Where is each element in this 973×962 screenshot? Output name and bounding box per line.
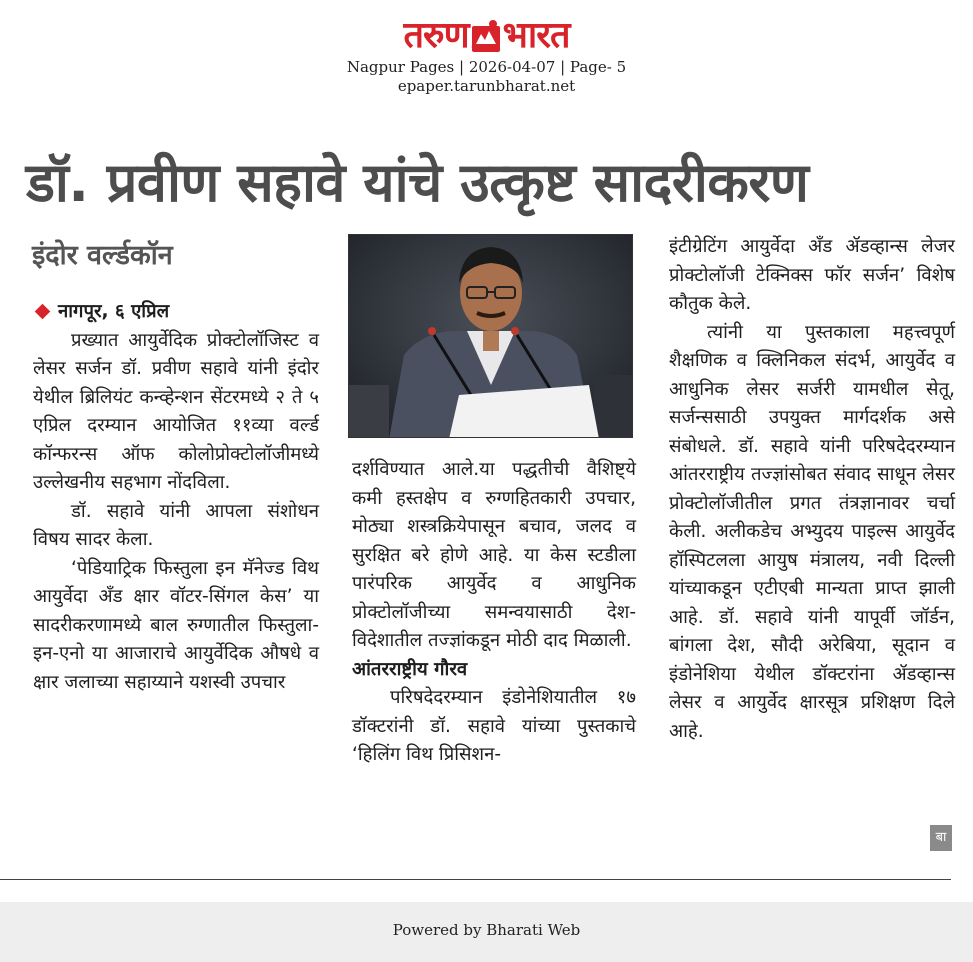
article-column-1 bbox=[33, 298, 319, 697]
paragraph: इंटीग्रेटिंग आयुर्वेदा अँड ॲडव्हान्स लेजर प्रोक्टोलॉजी टेक्निक्स फॉर सर्जन’ विशेष कौतुक केले. bbox=[669, 236, 955, 314]
site-url[interactable]: epaper.tarunbharat.net bbox=[397, 77, 576, 95]
footer-credit[interactable]: Powered by Bharati Web bbox=[392, 921, 581, 939]
diamond-bullet-icon bbox=[35, 303, 51, 319]
dateline bbox=[33, 298, 319, 327]
paragraph: प्रख्यात आयुर्वेदिक प्रोक्टोलॉजिस्ट व लेसर सर्जन डॉ. प्रवीण सहावे यांनी इंदोर येथील ब्रिलियंट कन्व्हेन्शन सेंटरमध्ये २ ते ५ एप्रिल दरम्यान आयोजित ११व्या वर्ल्ड कॉन्फरन्स ऑफ कोलोप्रोक्टोलॉजीमध्ये उल्लेखनीय सहभाग नोंदविला. bbox=[33, 329, 319, 493]
masthead bbox=[0, 14, 973, 96]
end-mark-badge: बा bbox=[930, 825, 952, 851]
paragraph: दर्शविण्यात आले.या पद्धतीची वैशिष्ट्ये कमी हस्तक्षेप व रुग्णहितकारी उपचार, मोठ्या शस्त्रक्रियेपासून बचाव, जलद व सुरक्षित बरे होणे आहे. या केस स्टडीला पारंपरिक आयुर्वेद व आधुनिक प्रोक्टोलॉजीच्या समन्वयासाठी देश-विदेशातील तज्ज्ञांकडून मोठी दाद मिळाली. bbox=[352, 459, 636, 651]
edition-line: Nagpur Pages | 2026-04-07 | Page- 5 bbox=[346, 58, 627, 76]
footer bbox=[0, 902, 973, 962]
shield-emblem-icon bbox=[471, 18, 501, 54]
dateline-text: नागपूर, ६ एप्रिल bbox=[58, 301, 170, 322]
paragraph: परिषदेदरम्यान इंडोनेशियातील १७ डॉक्टरांनी डॉ. सहावे यांच्या पुस्तकाचे ‘हिलिंग विथ प्रिसिशन- bbox=[352, 687, 636, 765]
paragraph: ‘पेडियाट्रिक फिस्तुला इन मॅनेज्ड विथ आयुर्वेदा अँड क्षार वॉटर-सिंगल केस’ या सादरीकरणामध्ये बाल रुग्णातील फिस्तुला-इन-एनो या आजाराचे आयुर्वेदिक औषधे व क्षार जलाच्या सहाय्याने यशस्वी उपचार bbox=[33, 557, 319, 693]
article-subhead: इंदोर वर्ल्डकॉन bbox=[32, 240, 173, 271]
section-heading: आंतरराष्ट्रीय गौरव bbox=[352, 658, 468, 680]
footer-divider bbox=[0, 879, 951, 880]
article-headline: डॉ. प्रवीण सहावे यांचे उत्कृष्ट सादरीकरण bbox=[26, 151, 809, 214]
paragraph: त्यांनी या पुस्तकाला महत्त्वपूर्ण शैक्षणिक व क्लिनिकल संदर्भ, आयुर्वेद व आधुनिक लेसर सर्जरी यामधील सेतू, सर्जन्ससाठी उपयुक्त मार्गदर्शक असे संबोधले. डॉ. सहावे यांनी परिषदेदरम्यान आंतरराष्ट्रीय तज्ज्ञांसोबत संवाद साधून लेसर प्रोक्टोलॉजीतील प्रगत तंत्रज्ञानावर चर्चा केली. अलीकडेच अभ्युदय पाइल्स आयुर्वेद हॉस्पिटलला आयुष मंत्रालय, नवी दिल्ली यांच्याकडून एटीएबी मान्यता प्राप्त झाली आहे. डॉ. सहावे यांनी यापूर्वी जॉर्डन, बांगला देश, सौदी अरेबिया, सूदान व इंडोनेशिया येथील डॉक्टरांना ॲडव्हान्स लेसर व आयुर्वेद क्षारसूत्र प्रशिक्षण दिले आहे. bbox=[669, 321, 955, 742]
article-column-3 bbox=[669, 233, 955, 746]
logo-tagline: न डरेंगे न झुकेंगे bbox=[471, 45, 500, 51]
speaker-photo bbox=[348, 234, 633, 438]
logo-word-left: तरुण bbox=[403, 15, 469, 56]
newspaper-logo[interactable] bbox=[404, 14, 570, 58]
logo-word-right: भारत bbox=[502, 15, 570, 56]
paragraph: डॉ. सहावे यांनी आपला संशोधन विषय सादर केला. bbox=[33, 500, 319, 550]
article-column-2 bbox=[352, 456, 636, 770]
